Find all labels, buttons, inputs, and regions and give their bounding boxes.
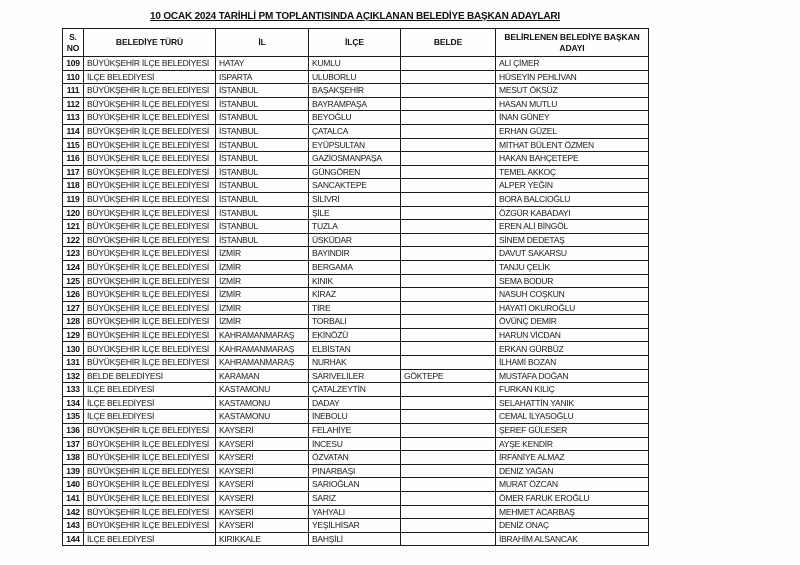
table-row — [63, 396, 649, 410]
table-row — [63, 84, 649, 98]
cell-ilce: FELAHİYE — [309, 424, 401, 438]
cell-ilce: BAYRAMPAŞA — [309, 97, 401, 111]
cell-belde — [401, 70, 496, 84]
cell-belediye-turu: BÜYÜKŞEHİR İLÇE BELEDİYESİ — [84, 260, 216, 274]
cell-ilce: SİLİVRİ — [309, 192, 401, 206]
cell-ilce: SANCAKTEPE — [309, 179, 401, 193]
cell-sno: 131 — [63, 356, 84, 370]
table-row — [63, 220, 649, 234]
cell-sno: 119 — [63, 192, 84, 206]
cell-il: İSTANBUL — [216, 138, 309, 152]
cell-aday: MİTHAT BÜLENT ÖZMEN — [496, 138, 649, 152]
cell-aday: HASAN MUTLU — [496, 97, 649, 111]
cell-il: İSTANBUL — [216, 97, 309, 111]
cell-il: KAYSERİ — [216, 478, 309, 492]
cell-sno: 114 — [63, 124, 84, 138]
cell-sno: 125 — [63, 274, 84, 288]
table-row — [63, 179, 649, 193]
cell-belde — [401, 342, 496, 356]
cell-aday: BORA BALCIOĞLU — [496, 192, 649, 206]
cell-sno: 139 — [63, 464, 84, 478]
cell-belediye-turu: BÜYÜKŞEHİR İLÇE BELEDİYESİ — [84, 356, 216, 370]
cell-il: KASTAMONU — [216, 410, 309, 424]
cell-aday: DENİZ YAĞAN — [496, 464, 649, 478]
cell-il: KIRIKKALE — [216, 532, 309, 546]
cell-aday: ÖMER FARUK EROĞLU — [496, 492, 649, 506]
cell-sno: 121 — [63, 220, 84, 234]
column-header-belde: BELDE — [401, 29, 496, 57]
table-row — [63, 410, 649, 424]
cell-ilce: ELBİSTAN — [309, 342, 401, 356]
cell-il: İSTANBUL — [216, 84, 309, 98]
cell-sno: 117 — [63, 165, 84, 179]
cell-ilce: ÜSKÜDAR — [309, 233, 401, 247]
cell-aday: SİNEM DEDETAŞ — [496, 233, 649, 247]
cell-ilce: YAHYALI — [309, 505, 401, 519]
cell-ilce: EKİNÖZÜ — [309, 328, 401, 342]
table-row — [63, 315, 649, 329]
table-row — [63, 206, 649, 220]
cell-sno: 124 — [63, 260, 84, 274]
cell-sno: 116 — [63, 152, 84, 166]
cell-belde — [401, 220, 496, 234]
table-row — [63, 70, 649, 84]
cell-ilce: TİRE — [309, 301, 401, 315]
cell-belde — [401, 288, 496, 302]
cell-sno: 115 — [63, 138, 84, 152]
cell-il: İSTANBUL — [216, 179, 309, 193]
cell-belde — [401, 478, 496, 492]
cell-belde — [401, 464, 496, 478]
cell-belediye-turu: BÜYÜKŞEHİR İLÇE BELEDİYESİ — [84, 233, 216, 247]
column-header-aday: BELİRLENEN BELEDİYE BAŞKAN ADAYI — [496, 29, 649, 57]
cell-il: İSTANBUL — [216, 111, 309, 125]
cell-il: KASTAMONU — [216, 396, 309, 410]
cell-ilce: NURHAK — [309, 356, 401, 370]
cell-ilce: ÇATALZEYTİN — [309, 383, 401, 397]
cell-sno: 140 — [63, 478, 84, 492]
cell-aday: HAYATİ OKUROĞLU — [496, 301, 649, 315]
cell-ilce: EYÜPSULTAN — [309, 138, 401, 152]
cell-belediye-turu: BÜYÜKŞEHİR İLÇE BELEDİYESİ — [84, 274, 216, 288]
cell-il: KAHRAMANMARAŞ — [216, 328, 309, 342]
cell-sno: 137 — [63, 437, 84, 451]
cell-aday: ERKAN GÜRBÜZ — [496, 342, 649, 356]
cell-belediye-turu: BÜYÜKŞEHİR İLÇE BELEDİYESİ — [84, 519, 216, 533]
cell-aday: MURAT ÖZCAN — [496, 478, 649, 492]
cell-il: KASTAMONU — [216, 383, 309, 397]
cell-aday: İRFANİYE ALMAZ — [496, 451, 649, 465]
cell-sno: 109 — [63, 57, 84, 71]
cell-aday: ÖZGÜR KABADAYI — [496, 206, 649, 220]
table-row — [63, 192, 649, 206]
cell-sno: 120 — [63, 206, 84, 220]
cell-sno: 142 — [63, 505, 84, 519]
cell-aday: MEHMET ACARBAŞ — [496, 505, 649, 519]
cell-il: ISPARTA — [216, 70, 309, 84]
cell-belde — [401, 532, 496, 546]
cell-aday: TEMEL AKKOÇ — [496, 165, 649, 179]
cell-belde — [401, 410, 496, 424]
cell-sno: 123 — [63, 247, 84, 261]
cell-il: İSTANBUL — [216, 192, 309, 206]
table-header-row — [63, 29, 649, 57]
cell-belde — [401, 492, 496, 506]
cell-belde — [401, 97, 496, 111]
cell-il: İSTANBUL — [216, 152, 309, 166]
table-row — [63, 247, 649, 261]
cell-belde — [401, 84, 496, 98]
table-row — [63, 505, 649, 519]
cell-belediye-turu: İLÇE BELEDİYESİ — [84, 70, 216, 84]
cell-aday: EREN ALİ BİNGÖL — [496, 220, 649, 234]
cell-il: KAYSERİ — [216, 451, 309, 465]
cell-sno: 134 — [63, 396, 84, 410]
table-row — [63, 464, 649, 478]
cell-ilce: BEYOĞLU — [309, 111, 401, 125]
cell-sno: 136 — [63, 424, 84, 438]
column-header-ilce: İLÇE — [309, 29, 401, 57]
cell-il: İZMİR — [216, 274, 309, 288]
cell-sno: 118 — [63, 179, 84, 193]
cell-belde — [401, 260, 496, 274]
cell-ilce: SARIVELİLER — [309, 369, 401, 383]
cell-aday: ÖVÜNÇ DEMİR — [496, 315, 649, 329]
cell-belediye-turu: BÜYÜKŞEHİR İLÇE BELEDİYESİ — [84, 315, 216, 329]
cell-sno: 112 — [63, 97, 84, 111]
cell-il: KAYSERİ — [216, 464, 309, 478]
table-row — [63, 97, 649, 111]
cell-aday: TANJU ÇELİK — [496, 260, 649, 274]
cell-belde — [401, 396, 496, 410]
cell-belde — [401, 206, 496, 220]
cell-il: İSTANBUL — [216, 124, 309, 138]
cell-ilce: KINIK — [309, 274, 401, 288]
cell-ilce: KİRAZ — [309, 288, 401, 302]
cell-belediye-turu: BÜYÜKŞEHİR İLÇE BELEDİYESİ — [84, 206, 216, 220]
cell-sno: 133 — [63, 383, 84, 397]
cell-belediye-turu: İLÇE BELEDİYESİ — [84, 383, 216, 397]
cell-belde: GÖKTEPE — [401, 369, 496, 383]
table-row — [63, 111, 649, 125]
cell-aday: CEMAL İLYASOĞLU — [496, 410, 649, 424]
cell-sno: 143 — [63, 519, 84, 533]
cell-ilce: SARIOĞLAN — [309, 478, 401, 492]
cell-aday: DENİZ ONAÇ — [496, 519, 649, 533]
cell-aday: İBRAHİM ALSANCAK — [496, 532, 649, 546]
cell-belediye-turu: BÜYÜKŞEHİR İLÇE BELEDİYESİ — [84, 57, 216, 71]
cell-belde — [401, 437, 496, 451]
table-row — [63, 328, 649, 342]
cell-belediye-turu: BÜYÜKŞEHİR İLÇE BELEDİYESİ — [84, 97, 216, 111]
cell-aday: ALPER YEĞİN — [496, 179, 649, 193]
cell-belediye-turu: BÜYÜKŞEHİR İLÇE BELEDİYESİ — [84, 451, 216, 465]
cell-ilce: KUMLU — [309, 57, 401, 71]
cell-belediye-turu: BÜYÜKŞEHİR İLÇE BELEDİYESİ — [84, 124, 216, 138]
cell-sno: 127 — [63, 301, 84, 315]
cell-aday: NASUH COŞKUN — [496, 288, 649, 302]
cell-belde — [401, 111, 496, 125]
cell-aday: HAKAN BAHÇETEPE — [496, 152, 649, 166]
cell-aday: ERHAN GÜZEL — [496, 124, 649, 138]
table-row — [63, 492, 649, 506]
cell-aday: ALİ ÇİMER — [496, 57, 649, 71]
cell-belde — [401, 301, 496, 315]
cell-ilce: İNEBOLU — [309, 410, 401, 424]
cell-belediye-turu: BÜYÜKŞEHİR İLÇE BELEDİYESİ — [84, 84, 216, 98]
cell-il: İZMİR — [216, 301, 309, 315]
cell-sno: 135 — [63, 410, 84, 424]
cell-il: HATAY — [216, 57, 309, 71]
cell-il: İZMİR — [216, 315, 309, 329]
cell-belde — [401, 383, 496, 397]
table-row — [63, 301, 649, 315]
cell-belde — [401, 505, 496, 519]
table-row — [63, 383, 649, 397]
cell-belde — [401, 424, 496, 438]
cell-belediye-turu: BÜYÜKŞEHİR İLÇE BELEDİYESİ — [84, 342, 216, 356]
cell-ilce: DADAY — [309, 396, 401, 410]
cell-aday: SEMA BODUR — [496, 274, 649, 288]
cell-aday: MESUT ÖKSÜZ — [496, 84, 649, 98]
cell-il: İSTANBUL — [216, 165, 309, 179]
cell-sno: 138 — [63, 451, 84, 465]
cell-belde — [401, 124, 496, 138]
table-row — [63, 532, 649, 546]
cell-aday: İLHAMİ BOZAN — [496, 356, 649, 370]
cell-il: KAHRAMANMARAŞ — [216, 356, 309, 370]
cell-belde — [401, 165, 496, 179]
cell-belediye-turu: İLÇE BELEDİYESİ — [84, 532, 216, 546]
cell-aday: HARUN VİCDAN — [496, 328, 649, 342]
cell-belde — [401, 138, 496, 152]
cell-ilce: ULUBORLU — [309, 70, 401, 84]
table-row — [63, 233, 649, 247]
cell-ilce: BAŞAKŞEHİR — [309, 84, 401, 98]
cell-aday: DAVUT SAKARSU — [496, 247, 649, 261]
table-row — [63, 57, 649, 71]
cell-sno: 122 — [63, 233, 84, 247]
cell-belediye-turu: BÜYÜKŞEHİR İLÇE BELEDİYESİ — [84, 492, 216, 506]
cell-belediye-turu: İLÇE BELEDİYESİ — [84, 410, 216, 424]
cell-belediye-turu: BÜYÜKŞEHİR İLÇE BELEDİYESİ — [84, 464, 216, 478]
cell-il: KAYSERİ — [216, 424, 309, 438]
cell-ilce: GAZİOSMANPAŞA — [309, 152, 401, 166]
cell-belediye-turu: BÜYÜKŞEHİR İLÇE BELEDİYESİ — [84, 152, 216, 166]
cell-aday: MUSTAFA DOĞAN — [496, 369, 649, 383]
page-title: 10 OCAK 2024 TARİHLİ PM TOPLANTISINDA AÇIKLANAN BELEDİYE BAŞKAN ADAYLARI — [150, 11, 560, 22]
cell-belediye-turu: BÜYÜKŞEHİR İLÇE BELEDİYESİ — [84, 179, 216, 193]
cell-sno: 130 — [63, 342, 84, 356]
cell-belediye-turu: BÜYÜKŞEHİR İLÇE BELEDİYESİ — [84, 437, 216, 451]
cell-belediye-turu: BÜYÜKŞEHİR İLÇE BELEDİYESİ — [84, 220, 216, 234]
cell-il: KAYSERİ — [216, 505, 309, 519]
cell-belde — [401, 152, 496, 166]
cell-belde — [401, 451, 496, 465]
table-row — [63, 437, 649, 451]
cell-belediye-turu: BÜYÜKŞEHİR İLÇE BELEDİYESİ — [84, 424, 216, 438]
cell-aday: İNAN GÜNEY — [496, 111, 649, 125]
cell-sno: 110 — [63, 70, 84, 84]
cell-il: KAHRAMANMARAŞ — [216, 342, 309, 356]
cell-belde — [401, 328, 496, 342]
cell-il: KAYSERİ — [216, 437, 309, 451]
cell-aday: HÜSEYİN PEHLİVAN — [496, 70, 649, 84]
cell-belde — [401, 315, 496, 329]
cell-belediye-turu: BÜYÜKŞEHİR İLÇE BELEDİYESİ — [84, 288, 216, 302]
cell-aday: SELAHATTİN YANIK — [496, 396, 649, 410]
cell-sno: 129 — [63, 328, 84, 342]
table-body — [63, 57, 649, 546]
cell-aday: AYŞE KENDİR — [496, 437, 649, 451]
cell-ilce: BAYINDIR — [309, 247, 401, 261]
table-row — [63, 342, 649, 356]
cell-ilce: SARIZ — [309, 492, 401, 506]
cell-sno: 144 — [63, 532, 84, 546]
table-row — [63, 451, 649, 465]
cell-ilce: ÖZVATAN — [309, 451, 401, 465]
table-row — [63, 260, 649, 274]
table-row — [63, 519, 649, 533]
cell-belde — [401, 356, 496, 370]
cell-ilce: BERGAMA — [309, 260, 401, 274]
cell-sno: 113 — [63, 111, 84, 125]
table-row — [63, 369, 649, 383]
cell-sno: 141 — [63, 492, 84, 506]
cell-il: İZMİR — [216, 288, 309, 302]
cell-ilce: TORBALI — [309, 315, 401, 329]
cell-belde — [401, 519, 496, 533]
candidates-table — [62, 28, 649, 546]
cell-ilce: ŞİLE — [309, 206, 401, 220]
cell-belediye-turu: BÜYÜKŞEHİR İLÇE BELEDİYESİ — [84, 111, 216, 125]
cell-belediye-turu: BÜYÜKŞEHİR İLÇE BELEDİYESİ — [84, 138, 216, 152]
cell-sno: 111 — [63, 84, 84, 98]
table-row — [63, 478, 649, 492]
cell-belediye-turu: İLÇE BELEDİYESİ — [84, 396, 216, 410]
cell-aday: FURKAN KILIÇ — [496, 383, 649, 397]
table-row — [63, 165, 649, 179]
cell-sno: 132 — [63, 369, 84, 383]
cell-ilce: PINARBAŞI — [309, 464, 401, 478]
cell-il: KARAMAN — [216, 369, 309, 383]
table-row — [63, 356, 649, 370]
cell-belde — [401, 247, 496, 261]
column-header-sno: S. NO — [63, 29, 84, 57]
cell-il: KAYSERİ — [216, 492, 309, 506]
cell-belediye-turu: BÜYÜKŞEHİR İLÇE BELEDİYESİ — [84, 247, 216, 261]
cell-il: İZMİR — [216, 247, 309, 261]
cell-ilce: İNCESU — [309, 437, 401, 451]
cell-sno: 126 — [63, 288, 84, 302]
cell-ilce: TUZLA — [309, 220, 401, 234]
table-row — [63, 424, 649, 438]
cell-sno: 128 — [63, 315, 84, 329]
table-row — [63, 124, 649, 138]
cell-belediye-turu: BELDE BELEDİYESİ — [84, 369, 216, 383]
cell-il: İSTANBUL — [216, 206, 309, 220]
cell-belde — [401, 233, 496, 247]
cell-il: İZMİR — [216, 260, 309, 274]
cell-belediye-turu: BÜYÜKŞEHİR İLÇE BELEDİYESİ — [84, 505, 216, 519]
column-header-belediye-turu: BELEDİYE TÜRÜ — [84, 29, 216, 57]
table-row — [63, 152, 649, 166]
column-header-il: İL — [216, 29, 309, 57]
cell-belediye-turu: BÜYÜKŞEHİR İLÇE BELEDİYESİ — [84, 301, 216, 315]
cell-ilce: BAHŞİLİ — [309, 532, 401, 546]
cell-ilce: GÜNGÖREN — [309, 165, 401, 179]
cell-belde — [401, 179, 496, 193]
cell-belde — [401, 192, 496, 206]
cell-aday: ŞEREF GÜLESER — [496, 424, 649, 438]
cell-il: İSTANBUL — [216, 233, 309, 247]
cell-ilce: ÇATALCA — [309, 124, 401, 138]
cell-belediye-turu: BÜYÜKŞEHİR İLÇE BELEDİYESİ — [84, 192, 216, 206]
cell-belde — [401, 274, 496, 288]
table-row — [63, 274, 649, 288]
cell-belediye-turu: BÜYÜKŞEHİR İLÇE BELEDİYESİ — [84, 328, 216, 342]
cell-il: KAYSERİ — [216, 519, 309, 533]
cell-ilce: YEŞİLHİSAR — [309, 519, 401, 533]
cell-il: İSTANBUL — [216, 220, 309, 234]
cell-belde — [401, 57, 496, 71]
cell-belediye-turu: BÜYÜKŞEHİR İLÇE BELEDİYESİ — [84, 165, 216, 179]
table-row — [63, 138, 649, 152]
cell-belediye-turu: BÜYÜKŞEHİR İLÇE BELEDİYESİ — [84, 478, 216, 492]
table-row — [63, 288, 649, 302]
